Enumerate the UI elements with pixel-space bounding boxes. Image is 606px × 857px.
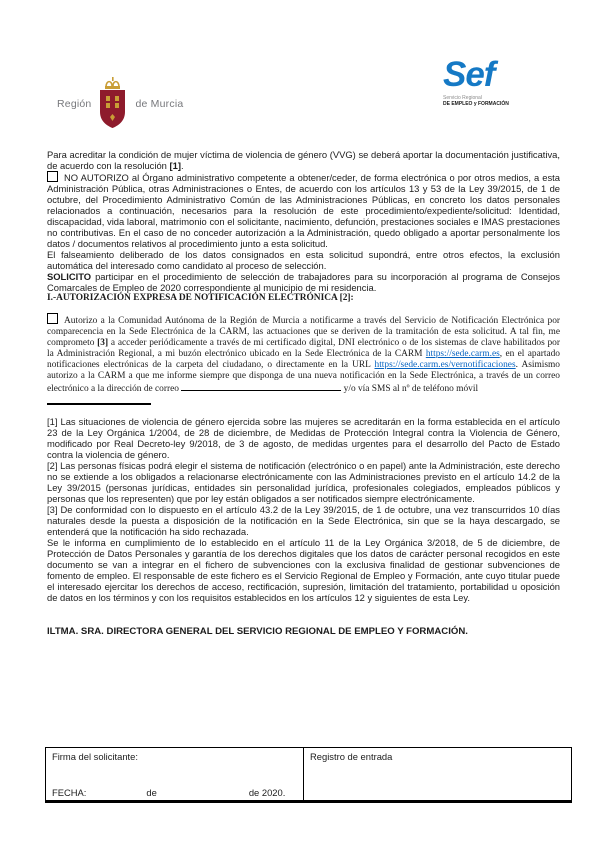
fecha-label: FECHA: xyxy=(52,787,87,798)
phone-blank-line[interactable] xyxy=(47,403,151,405)
sef-wordmark: Sef xyxy=(443,55,495,94)
murcia-logo-word-right: de Murcia xyxy=(135,98,184,110)
no-autorizo-text: NO AUTORIZO al Órgano administrativo competente a obtener/ceder, de forma electrónica o por otros medios, a esta Administración Pública, otras Administraciones o Entes, de acuerdo con los artículos 13 y 53 de la Ley 39/2015, de 1 de octubre, del Procedimiento Administrativo Común de las Administraciones Públicas, en concreto los datos personales relacionados a continuación, necesarios para la resolución de este procedimiento/expediente/solicitud: Identidad, discapacidad, vida laboral, matrimonio con el solicitante, nacimiento, defunción, prestaciones sociales e IMAS prestaciones no contributivas. En el caso de no conceder autorización a la Administración, quedo obligado a aportar personalmente los datos / documentos relativos al procedimiento junto a esta solicitud. xyxy=(47,172,560,249)
registro-cell xyxy=(304,748,571,800)
firma-cell xyxy=(46,748,304,800)
addressee-line: ILTMA. SRA. DIRECTORA GENERAL DEL SERVICIO REGIONAL DE EMPLEO Y FORMACIÓN. xyxy=(47,626,468,637)
autorizo-text-1: Autorizo a la Comunidad Autónoma de la Región de Murcia a notificarme a través del Servicio de Notificación Electrónica por comparecencia en la Sede Electrónica de la CARM, las actuaciones que se deriven de la tramitación de esta solicitud. A tal fin, me comprometo xyxy=(47,316,560,348)
autorizo-paragraph xyxy=(47,313,560,395)
murcia-logo xyxy=(57,76,183,132)
autorizo-footnote-ref: [3] xyxy=(97,338,109,348)
autorizo-text-5: y/o vía SMS al nº de teléfono móvil xyxy=(341,384,479,394)
registro-label: Registro de entrada xyxy=(310,751,393,762)
autorizo-text-2: a acceder periódicamente a través de mi certificado digital, DNI electrónico o de los sistemas de clave habilitados por la Administración Regional, a mi buzón electrónico ubicado en la Sede Electrónica de la CARM xyxy=(47,338,560,359)
murcia-logo-word-left: Región xyxy=(57,98,92,110)
fecha-row xyxy=(52,787,285,798)
solicito-text: participar en el procedimiento de selección de trabajadores para su incorporación al programa de Consejos Comarcales de Empleo de 2020 correspondiente al municipio de mi residencia. xyxy=(47,271,560,293)
vvg-paragraph xyxy=(47,149,560,171)
solicito-keyword: SOLICITO xyxy=(47,271,92,282)
notification-section-heading: I.-AUTORIZACIÓN EXPRESA DE NOTIFICACIÓN ELECTRÓNICA [2]: xyxy=(47,293,354,303)
sede-carm-link[interactable]: https://sede.carm.es xyxy=(425,349,500,359)
email-blank-line[interactable] xyxy=(181,382,341,391)
falseamiento-paragraph: El falseamiento deliberado de los datos consignados en esta solicitud supondrá, entre otros efectos, la exclusión automática del interesado como candidato al proceso de selección. xyxy=(47,249,560,271)
autorizo-text-3: , en el apartado notificaciones electrónicas de la carpeta del ciudadano, o directamente en la URL xyxy=(47,349,560,370)
sef-subtitle-line2: DE EMPLEO y FORMACIÓN xyxy=(443,101,509,107)
vvg-period: . xyxy=(180,160,184,171)
fecha-de-1: de xyxy=(146,787,157,798)
autorizo-notificacion-checkbox[interactable] xyxy=(47,313,58,324)
solicito-paragraph xyxy=(47,271,560,293)
sef-logo xyxy=(443,57,563,107)
footnote-3: [3] De conformidad con lo dispuesto en el artículo 43.2 de la Ley 39/2015, de 1 de octubre, una vez transcurridos 10 días naturales desde la puesta a disposición de la notificación en la Sede Electrónica, sin que se la haya descargado, se entenderá que la notificación ha sido rechazada. xyxy=(47,504,560,537)
vvg-text: Para acreditar la condición de mujer víctima de violencia de género (VVG) se deberá aportar la documentación justificativa, de acuerdo con la resolución xyxy=(47,149,560,171)
vernotificaciones-link[interactable]: https://sede.carm.es/vernotificaciones xyxy=(374,360,516,370)
no-autorizo-checkbox[interactable] xyxy=(47,171,58,182)
no-autorizo-paragraph xyxy=(47,171,560,249)
footnote-1: [1] Las situaciones de violencia de género ejercida sobre las mujeres se acreditarán en la forma establecida en el artículo 23 de la Ley Orgánica 1/2004, de 28 de diciembre, de Medidas de Protección Integral contra la Violencia de Género, modificado por Real Decreto-ley 9/2018, de 3 de agosto, de medidas urgentes para el desarrollo del Pacto de Estado contra la violencia de género. xyxy=(47,416,560,460)
murcia-shield-icon xyxy=(97,76,129,132)
fecha-de-2: de 2020. xyxy=(248,787,286,798)
privacy-paragraph: Se le informa en cumplimiento de lo establecido en el artículo 11 de la Ley Orgánica 3/2018, de 5 de diciembre, de Protección de Datos Personales y garantía de los derechos digitales que los datos de carácter personal recogidos en este documento se van a integrar en el fichero de subvenciones con la exclusiva finalidad de gestionar subvenciones de fomento de empleo. El responsable de este fichero es el Servicio Regional de Empleo y Formación, ante cuyo titular puede el interesado ejercitar los derechos de acceso, rectificación, supresión, limitación del tratamiento, portabilidad u oposición de datos en los términos y con los requisitos establecidos en los artículos 12 y siguientes de esta Ley. xyxy=(47,537,560,603)
footnote-2: [2] Las personas físicas podrá elegir el sistema de notificación (electrónico o en papel) ante la Administración, este derecho no se extiende a los obligados a relacionarse electrónicamente con las Administraciones previsto en el artículo 14.2 de la Ley 39/2015 (personas jurídicas, entidades sin personalidad jurídica, profesionales colegiados, empleados públicos y personas que los representen) que por ley están obligados a ser notificados siempre electrónicamente. xyxy=(47,460,560,504)
document-body xyxy=(47,149,560,637)
firma-label: Firma del solicitante: xyxy=(52,751,138,762)
signature-table xyxy=(45,747,572,803)
autorizo-text-4: . Asimismo autorizo a la CARM a que me informe siempre que disponga de una nueva notificación en la Sede Electrónica, a través de un correo electrónico a la dirección de correo xyxy=(47,360,560,394)
vvg-footnote-ref: [1] xyxy=(169,160,181,171)
sef-subtitle-line1: Servicio Regional xyxy=(443,95,482,101)
